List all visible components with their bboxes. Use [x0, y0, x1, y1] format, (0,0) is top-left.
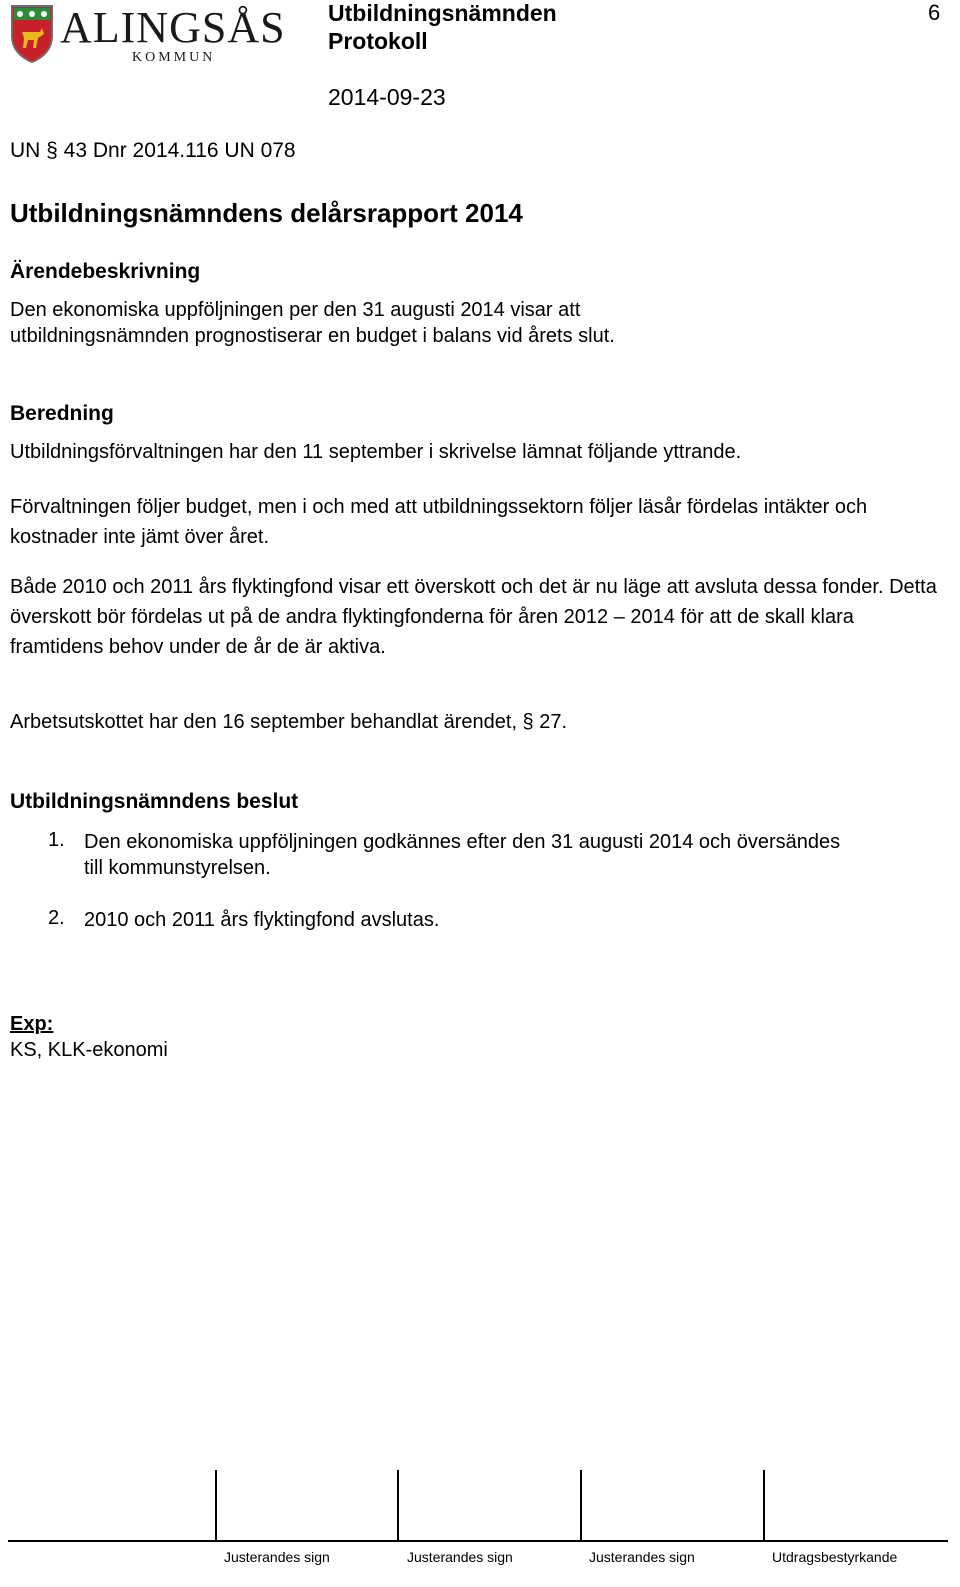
signature-divider: [763, 1470, 765, 1542]
expedition-label: Exp:: [10, 1013, 54, 1035]
signature-label: Justerandes sign: [224, 1549, 330, 1565]
case-reference: UN § 43 Dnr 2014.116 UN 078: [10, 139, 296, 162]
beredning-paragraph-1: Utbildningsförvaltningen har den 11 september i skrivelse lämnat följande yttrande.: [10, 441, 742, 463]
signature-divider: [580, 1470, 582, 1542]
committee-name: Utbildningsnämnden: [328, 0, 557, 26]
signature-label: Utdragsbestyrkande: [772, 1549, 898, 1565]
page-title: Utbildningsnämndens delårsrapport 2014: [10, 198, 523, 228]
section-heading-beslut: Utbildningsnämndens beslut: [10, 790, 299, 813]
signature-baseline: [8, 1540, 948, 1542]
beredning-paragraph-2: Förvaltningen följer budget, men i och med att utbildningssektorn följer läsår fördelas intäkter och kostnader inte jämt över året.: [10, 496, 868, 548]
section-heading-arendebeskrivning: Ärendebeskrivning: [10, 260, 201, 283]
arendebeskrivning-text: Den ekonomiska uppföljningen per den 31 augusti 2014 visar att utbildningsnämnden prognostiserar en budget i balans vid årets slut.: [10, 299, 615, 347]
municipality-logo: [10, 2, 300, 68]
beredning-paragraph-3: Både 2010 och 2011 års flyktingfond visar ett överskott och det är nu läge att avsluta dessa fonder. Detta överskott bör fördelas ut på de andra flyktingfonderna för åren 2012 – 2014 för att de skall klara framtidens behov under de år de är aktiva.: [10, 576, 937, 658]
expedition-recipients: KS, KLK-ekonomi: [10, 1039, 168, 1061]
coat-of-arms-icon: [10, 2, 54, 64]
signature-divider: [397, 1470, 399, 1542]
logo-subtitle: KOMMUN: [132, 50, 216, 65]
beredning-paragraph-4: Arbetsutskottet har den 16 september behandlat ärendet, § 27.: [10, 711, 568, 733]
meeting-date: 2014-09-23: [328, 84, 446, 110]
decision-item-number: 1.: [48, 829, 65, 851]
decision-item-text: Den ekonomiska uppföljningen godkännes efter den 31 augusti 2014 och översändes till kommunstyrelsen.: [84, 831, 841, 879]
decision-item-text: 2010 och 2011 års flyktingfond avslutas.: [84, 909, 440, 931]
section-heading-beredning: Beredning: [10, 402, 114, 425]
document-type: Protokoll: [328, 28, 428, 54]
page-number: 6: [928, 0, 941, 25]
signature-label: Justerandes sign: [407, 1549, 513, 1565]
signature-divider: [215, 1470, 217, 1542]
logo-wordmark: ALINGSÅS: [60, 3, 286, 52]
decision-item-number: 2.: [48, 907, 65, 929]
signature-label: Justerandes sign: [589, 1549, 695, 1565]
